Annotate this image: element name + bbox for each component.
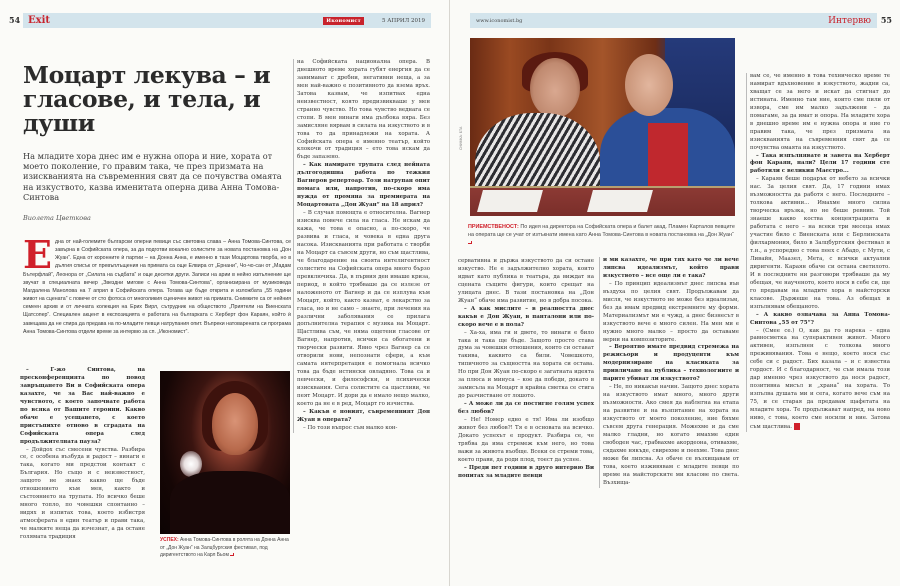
text-column-5 (750, 73, 890, 432)
page-number: 54 (9, 15, 21, 25)
section-label: Интервю (828, 15, 871, 26)
interview-question: – Как намирате трупата след нейната дългогодишна работа по тежкия Вагнеров репертоар. Този натрупан опит помага или, напротив, по-скоро има нужда от промяна за премиерата на Моцартовата „Дон Жуан“ на 18 април? (297, 162, 430, 209)
interview-answer: – Ха-ха, има ги и двете, то винаги е било така и така ще бъде. Защото просто става дума за човешки отношения, които си остават такива, каквито са били. Човешкото, типичното за същността на хората си остава. Но при Дон Жуан по-скоро е загатната идеята за плюса и минуса – кое да победи, докато в замисъла на Моцарт в крайна сметка се стига до разчистване от лошото. (458, 329, 594, 400)
caption-text: Анна Томова-Синтова в ролята на Донна Анна от „Дон Жуан“ на Залцбургския фестивал, под диригентството на Карл Бьом (160, 537, 289, 558)
interview-answer (750, 328, 890, 432)
interview-question: – Така изпълнявате и завета на Херберт фон Караян, нали? Цели 17 години сте работили с великия Маестро... (750, 152, 890, 175)
website-url: www.iconomist.bg (476, 17, 523, 24)
interview-question: – Какъв е новият, съвременният Дон Жуан в операта? (297, 408, 430, 423)
page-header-bar (470, 13, 877, 28)
article-author: Виолета Цветкова (23, 214, 91, 222)
answer-text: – (Смее се.) О, как да го нарека – една равносметка на суперактивен живот. Много активен, изпълнен с толкова много преживявания. Това е нещо, което нося със себе си с радост. Бих казала – и с известна гордост. И с благодарност, че съм имала този дар именно чрез изкуството да нося радост, позитивна мисъл и „храна“ на хората. То изпълва душата ми и сега, когато вече съм на 75, и се старая да предавам щафетата на младите хора. Те продължават напред, на ново ниво, с това, което сме носили и ние. Затова съм щастлива. (750, 327, 890, 430)
interview-question: – А как мислите – в реалността днес какъв е Дон Жуан, в панталони или по-скоро вече е в пола? (458, 305, 594, 328)
interview-question: – Вероятно имате предвид стремежа на режисьори и продуценти към модернизиране на класиката за привличане на публика – технологиите и парите убиват ли изкуството? (603, 344, 739, 383)
interview-answer: – Не, по никакъв начин. Защото днес хората на изкуството имат много, много други възможности. Ако смея да наблегна на етапа на развитие и на възпитание на хората на изкуството от моето поколение, ние бяхме съвсем друга генерация. Можехме и да сме малко гладни, но когато имахме един свободен час, грабвахме акордеона, отивахме, сядахме някъде, свирехме и пеехме. Това днес може би липсва. Аз обаче се възхищавам от това, което изживявам с младите певци по време на майсторските ми класове по света. Възхища- (603, 384, 739, 486)
photo-credit: СНИМКА: БТА (459, 126, 463, 150)
page-number: 55 (880, 15, 892, 25)
end-mark-icon (794, 423, 800, 430)
interview-answer: – По принцип идеализмът днес липсва във въздуха по целия свят. Продължавам да мисля, че изкуството не може без идеализъм, без да имам предвид екстремните му форми. Материализмът ми е чужд, а днес бизнесът в изкуството вече е много силен. На мен ми е нужно много малко – просто да оставаме верни на композиторите. (603, 280, 739, 343)
page-header-bar (23, 13, 431, 28)
intro-text: дна от най-големите български оперни певици със световна слава – Анна Томова-Синтова, се завърна в Софийската опера, за да подготви вокално солистите за новата постановка на „Дон Жуан“. Една от коронните ѝ партии – на Донна Анна, е именно в тази Моцартова творба, но в дългия списък от превъплъщения на примата са още Елвира от „Ернани“, Чо-чо-сан от „Мадам Бътерфлай“, Леонора от „Силата на съдбата“ и още десетки други. Записи на арии в нейно изпълнение ще звучат в специалната вечер „Звездни мигове с Анна Томова-Синтова“, организирана от музиковеда Магдалена Манолова на 7 април в Софийската опера. Тогава ще бъде открита и изложбата „55 години живот на сцената“ с повече от сто фотоса от многоликия сценичен живот на примата. Снимките са от нейния семеен архив и от личната колекция на Ерих Вирл, сътрудник на обществото „Приятели на Виенската Щатсопер“. Специален акцент в експозицията е работата на българката с Херберт фон Караян, който ѝ завещава да не спира да предава на по-младите певци натрупания опит. Въпреки натоварената си програма Анна Томова-Синтова отдели време за интервю за сп. „Икономист“. (23, 239, 291, 335)
interview-answer: – Не! Номер едно е тя! Има ли изобщо живот без любов?! Тя е в основата на всичко. Докато успехът е продукт. Разбира се, че трябва да има стремеж към него, но това важи за живота въобще. Всеки се стреми това, което прави, да роди плод, тоест да успее. (458, 417, 594, 463)
caption-tag: УСПЕХ: (160, 537, 179, 543)
interview-question: – Г-жо Синтова, на пресконференцията по повод завръщането Ви в Софийската опера казахте, че за Вас най-важно е чувството, с което започвате работа по всяка от Вашите героини. Какво обаче е усещането, с което пристъпихте отново в сградата на Софийската опера след продължителната пауза? (20, 367, 145, 445)
interview-answer: на Софийската национална опера. В днешното време хората губят енергия да се занимават с дребни, негативни неща, а за мен най-важно е позитивното да взема връх. Затова казвам, че изпитвах една неизвестност, която предизвикваше у мен странно чувство. Но това чувство веднага се стопи. В мен винаги има дълбока вяра. Без замисляне вярвам в силата на изкуството и в това то да принадлежи на хората. А Софийската опера е именно театър, който клокочи от традиция – ето това искам да бъде запазено. (297, 59, 430, 161)
interview-question: – А какво означава за Анна Томова-Синтова „55 от 75“? (750, 311, 890, 326)
text-column-4 (603, 257, 739, 488)
article-standfirst: На младите хора днес им е нужна опора и ние, хората от моето поколение, го правим така, че през призмата на изискванията на съвременния свят да се почувства омаята на изкуството, казва именитата оперна дива Анна Томова-Синтова (23, 151, 282, 202)
section-label: Exit (28, 15, 51, 26)
interview-answer: сервативна и държа изкуството да си остане изкуство. Не е задължително хората, които идват като публика в театъра, да виждат на сцената същите фигури, които срещат на улицата днес. В тази постановка на „Дон Жуан“ обаче има развитие, но в добра посока. (458, 258, 594, 304)
interview-question: – Преди пет години в друго интервю Ви попитах за младите певци (458, 464, 594, 479)
interview-answer: – В случая помощта е относителна. Вагнер изисква повече сила на гласа. Не искам да кажа, че това е опасно, а по-скоро, че развива и гласа, и човека в една друга насока. Изискванията при работата с творби на Моцарт са съвсем други, но съм щастлива, че благодарение на своята интелигентност солистите на Софийската опера много бързо превключиха. Да, в първия ден имаше криза, период, в който трябваше да се излезе от наложеното от Вагнер и да се изплува към Моцарт, който, както казват, е лекарство за гласа, но и не само – знаете, при лечения на различни заболявания се прилага допълнителна терапия с музика на Моцарт. Щастлива съм, че няма ощетени гласове от Вагнер, напротив, всички са обогатени и творчески развити. Явно чрез Вагнер са се отворили нови, непознати сфери, а към самата интерпретация е помогнала всичко това да бъде истински овладяно. Това са и певчески, и философски, и психически изисквания. Сега солистите са щастливи, че пеят Моцарт. И дори да е имало нещо малко, което да не е в ред, Моцарт го изчиства. (297, 210, 430, 407)
interview-photo (470, 38, 735, 216)
interview-question: – А може ли да се постигне голям успех без любов? (458, 401, 594, 416)
caption-tag: ПРИЕМСТВЕНОСТ: (468, 224, 519, 230)
drop-cap: Е (23, 232, 52, 277)
portrait-photo (160, 371, 290, 534)
interview-question: и ми казахте, че при тях като че ли вече липсва идеализмът, който прави изкуството – все още ли е така? (603, 257, 739, 279)
end-mark-icon (230, 553, 234, 556)
text-column-3 (458, 258, 594, 481)
interview-answer: – Дойдох със смесени чувства. Разбира се, с особена възбуда и радост – винаги е така, когато ми предстои контакт с България. Но също и с неизвестност, защото не знаех какво ще бъде отношението към мен, както и състоянието на трупата. Но всичко беше много топло, по човешки спонтанно – видях и изпитах това, което избистря атмосферата в един театър и прави така, че малките неща да изчезнат, а да остане голямата традиция (20, 446, 145, 541)
photo-caption (160, 537, 294, 560)
text-column-1 (20, 367, 145, 542)
photo-caption (468, 223, 738, 247)
interview-answer: – По този въпрос съм малко кон- (303, 424, 398, 431)
end-mark-icon (468, 241, 472, 244)
issue-date: 5 АПРИЛ 2019 (381, 17, 425, 24)
article-intro (23, 232, 291, 336)
text-column-2 (297, 59, 430, 433)
article-headline: Моцарт лекува – и гласове, и тела, и души (23, 61, 271, 137)
magazine-logo: Икономист (323, 17, 364, 25)
caption-text: По идея на директора на Софийската опера и балет акад. Пламен Карталов певците на операта ще се учат от изтъкнати имена като Анна Томова-Синтова в новата постановка на „Дон Жуан“ (468, 224, 735, 238)
interview-answer: – Караян беше подарък от небето за всички нас. За целия свят. Да, 17 години имах възможността да работя с него. Последните – толкова активни... Имахме много силна творческа връзка, но не беше ревнив. Той знаеше какво коства концентрацията и работата с него – на всеки три месеца имах участие било с Виенската или с Берлинската филхармония, било в Залцбургския фестивал и т.н., а успоредно с това пеех с Абадо, с Мути, с Ливайн, Маазел, Мета, с всички актуални диригенти. Караян обаче си остана светилото. И в последните ни разговори трябваше да му обещая, че наученото, което нося в себе си, ще го предавам на младите хора в майсторски класове. Държеше на това. Аз обещах и изпълнявам обещаното. (750, 176, 890, 310)
interview-answer: вам се, че именно в това техническо време те намират вдъхновение в изкуството, жадни са, хващат се за него и искат да стигнат до истината. Именно там ние, които сме пили от извора, сме им малко задължени – да помагаме, за да имат и опора. На младите хора в днешно време им е нужна опора и ние го правим така, че през призмата на изискванията на съвременния свят да се почувства омаята на изкуството. (750, 73, 890, 151)
